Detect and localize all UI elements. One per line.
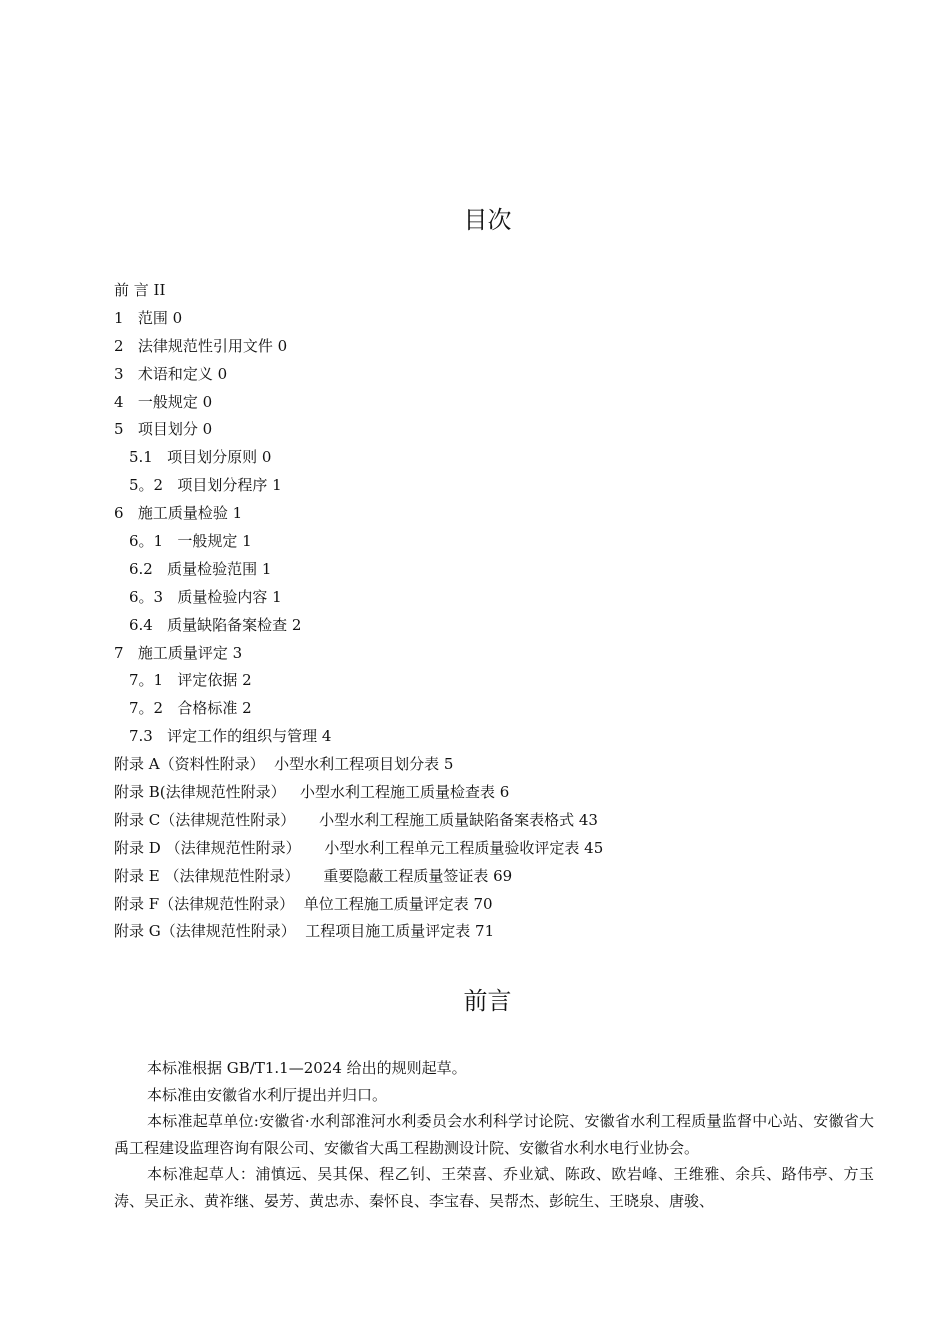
preface-paragraph-drafting-units: 本标准起草单位:安徽省·水利部淮河水利委员会水利科学讨论院、安徽省水利工程质量监督中心站、安徽省大禹工程建设监理咨询有限公司、安徽省大禹工程勘测设计院、安徽省水利水电行业协会。	[114, 1112, 874, 1157]
toc-list	[114, 277, 894, 946]
preface-paragraph-basis: 本标准根据 GB/T1.1—2024 给出的规则起草。	[147, 1059, 467, 1077]
preface-paragraph-proposer: 本标准由安徽省水利厅提出并归口。	[147, 1085, 388, 1104]
toc-item-1[interactable]: 1 范围 0	[114, 308, 183, 327]
toc-title: 目次	[463, 206, 512, 234]
preface-title: 前言	[463, 987, 512, 1015]
toc-item-appendix-g[interactable]: 附录 G（法律规范性附录） 工程项目施工质量评定表 71	[114, 922, 495, 941]
toc-item-5[interactable]: 5 项目划分 0	[114, 420, 213, 439]
toc-item-appendix-c[interactable]: 附录 C（法律规范性附录） 小型水利工程施工质量缺陷备案表格式 43	[114, 810, 598, 829]
toc-item-7-3[interactable]: 7.3 评定工作的组织与管理 4	[129, 727, 332, 746]
toc-item-appendix-f[interactable]: 附录 F（法律规范性附录） 单位工程施工质量评定表 70	[114, 894, 493, 913]
toc-item-appendix-d[interactable]: 附录 D （法律规范性附录） 小型水利工程单元工程质量验收评定表 45	[114, 838, 604, 857]
toc-item-3[interactable]: 3 术语和定义 0	[114, 364, 228, 383]
toc-item-6-3[interactable]: 6。3 质量检验内容 1	[129, 587, 282, 606]
toc-item-6-4[interactable]: 6.4 质量缺陷备案检查 2	[129, 615, 302, 634]
preface-body	[114, 1055, 874, 1214]
preface-paragraph-drafters: 本标准起草人：浦慎远、吴其保、程乙钊、王荣喜、乔业斌、陈政、欧岩峰、王维雅、余兵、路伟亭、方玉涛、吴正永、黄祚继、晏芳、黄忠赤、秦怀良、李宝春、吴帮杰、彭皖生、王晓泉、唐骏、	[114, 1165, 874, 1210]
toc-item-appendix-a[interactable]: 附录 A（资料性附录） 小型水利工程项目划分表 5	[114, 755, 454, 774]
toc-item-7[interactable]: 7 施工质量评定 3	[114, 643, 243, 662]
toc-item-appendix-b[interactable]: 附录 B(法律规范性附录） 小型水利工程施工质量检查表 6	[114, 783, 510, 802]
toc-item-2[interactable]: 2 法律规范性引用文件 0	[114, 336, 288, 355]
toc-item-6-2[interactable]: 6.2 质量检验范围 1	[129, 559, 272, 578]
toc-item-4[interactable]: 4 一般规定 0	[114, 392, 213, 411]
toc-item-6-1[interactable]: 6。1 一般规定 1	[129, 532, 252, 551]
toc-item-6[interactable]: 6 施工质量检验 1	[114, 504, 243, 523]
toc-item-5-2[interactable]: 5。2 项目划分程序 1	[129, 476, 282, 495]
toc-item-appendix-e[interactable]: 附录 E （法律规范性附录） 重要隐蔽工程质量签证表 69	[114, 866, 513, 885]
toc-item-7-2[interactable]: 7。2 合格标准 2	[129, 699, 252, 718]
toc-item-5-1[interactable]: 5.1 项目划分原则 0	[129, 448, 272, 467]
toc-item-7-1[interactable]: 7。1 评定依据 2	[129, 671, 252, 690]
toc-item-preface[interactable]: 前 言 II	[114, 281, 166, 299]
